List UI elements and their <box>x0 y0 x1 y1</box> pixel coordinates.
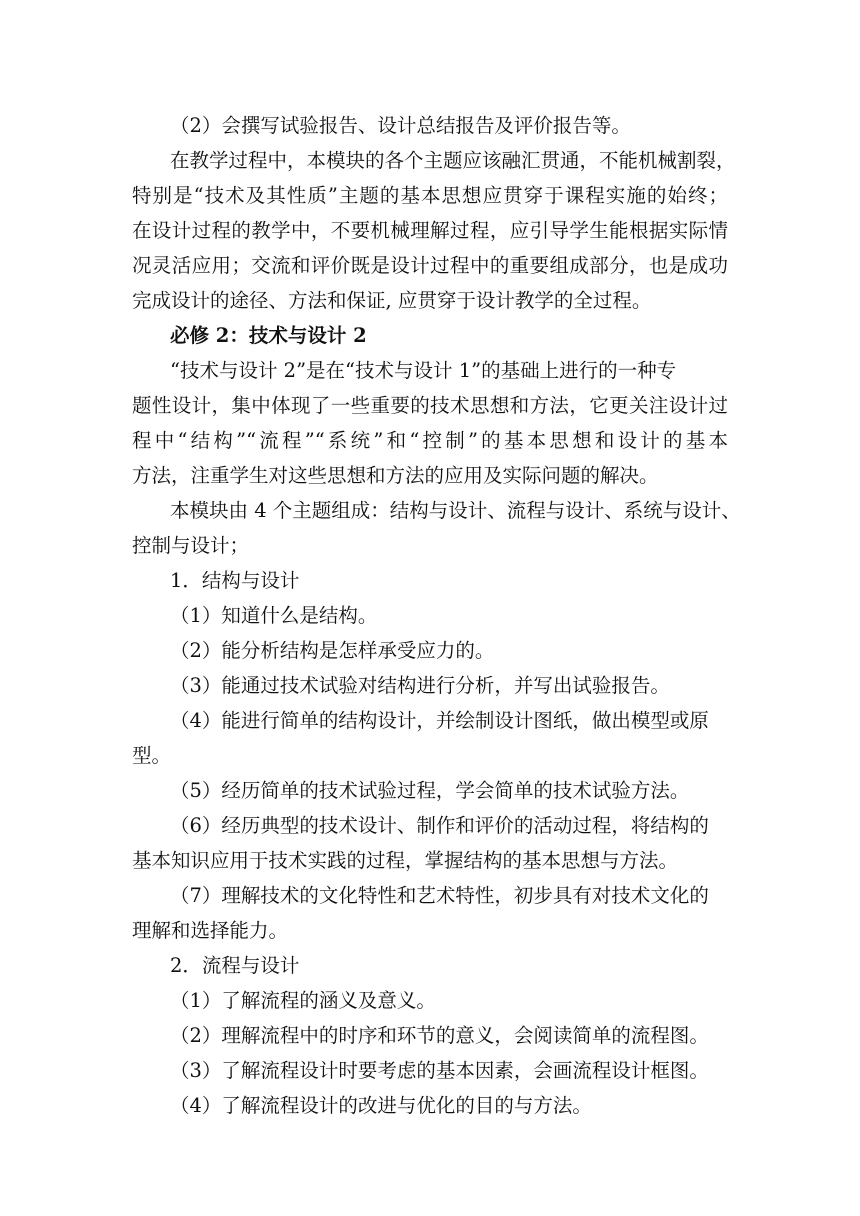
paragraph-line: 方法，注重学生对这些思想和方法的应用及实际问题的解决。 <box>132 464 659 487</box>
paragraph-line: 控制与设计； <box>132 534 250 557</box>
paragraph-line: 完成设计的途径、方法和保证, 应贯穿于设计教学的全过程。 <box>132 289 652 312</box>
list-item: （4）了解流程设计的改进与优化的目的与方法。 <box>170 1094 592 1117</box>
paragraph-line: 况灵活应用；交流和评价既是设计过程中的重要组成部分，也是成功 <box>132 254 728 277</box>
paragraph-line: 在设计过程的教学中，不要机械理解过程，应引导学生能根据实际情 <box>132 219 728 242</box>
list-item-continuation: 型。 <box>132 744 172 767</box>
list-item: （2）理解流程中的时序和环节的意义，会阅读简单的流程图。 <box>170 1024 709 1047</box>
list-item: （1）了解流程的涵义及意义。 <box>170 989 436 1012</box>
paragraph-line: 程中“结构”“流程”“系统”和“控制”的基本思想和设计的基本 <box>132 429 728 452</box>
list-item-continuation: 理解和选择能力。 <box>132 919 289 942</box>
subsection-heading: 2．流程与设计 <box>170 954 300 977</box>
list-item: （7）理解技术的文化特性和艺术特性，初步具有对技术文化的 <box>170 884 709 907</box>
subsection-heading: 1．结构与设计 <box>170 569 300 592</box>
list-item: （2）能分析结构是怎样承受应力的。 <box>170 639 495 662</box>
paragraph-line: 题性设计，集中体现了一些重要的技术思想和方法，它更关注设计过 <box>132 394 728 417</box>
list-item: （5）经历简单的技术试验过程，学会简单的技术试验方法。 <box>170 779 690 802</box>
paragraph-line: 特别是“技术及其性质”主题的基本思想应贯穿于课程实施的始终； <box>132 184 728 207</box>
list-item: （6）经历典型的技术设计、制作和评价的活动过程，将结构的 <box>170 814 709 837</box>
list-item: （3）能通过技术试验对结构进行分析，并写出试验报告。 <box>170 674 670 697</box>
list-item: （3）了解流程设计时要考虑的基本因素，会画流程设计框图。 <box>170 1059 709 1082</box>
list-item: （4）能进行简单的结构设计，并绘制设计图纸，做出模型或原 <box>170 709 709 732</box>
paragraph-line: 本模块由 4 个主题组成：结构与设计、流程与设计、系统与设计、 <box>170 499 741 522</box>
list-item-continuation: 基本知识应用于技术实践的过程，掌握结构的基本思想与方法。 <box>132 849 679 872</box>
section-heading: 必修 2：技术与设计 2 <box>170 324 367 347</box>
paragraph-line: 在教学过程中，本模块的各个主题应该融汇贯通，不能机械割裂， <box>170 149 736 172</box>
text-line: （2）会撰写试验报告、设计总结报告及评价报告等。 <box>170 114 631 137</box>
list-item: （1）知道什么是结构。 <box>170 604 378 627</box>
paragraph-line: “技术与设计 2”是在“技术与设计 1”的基础上进行的一种专 <box>170 359 677 382</box>
